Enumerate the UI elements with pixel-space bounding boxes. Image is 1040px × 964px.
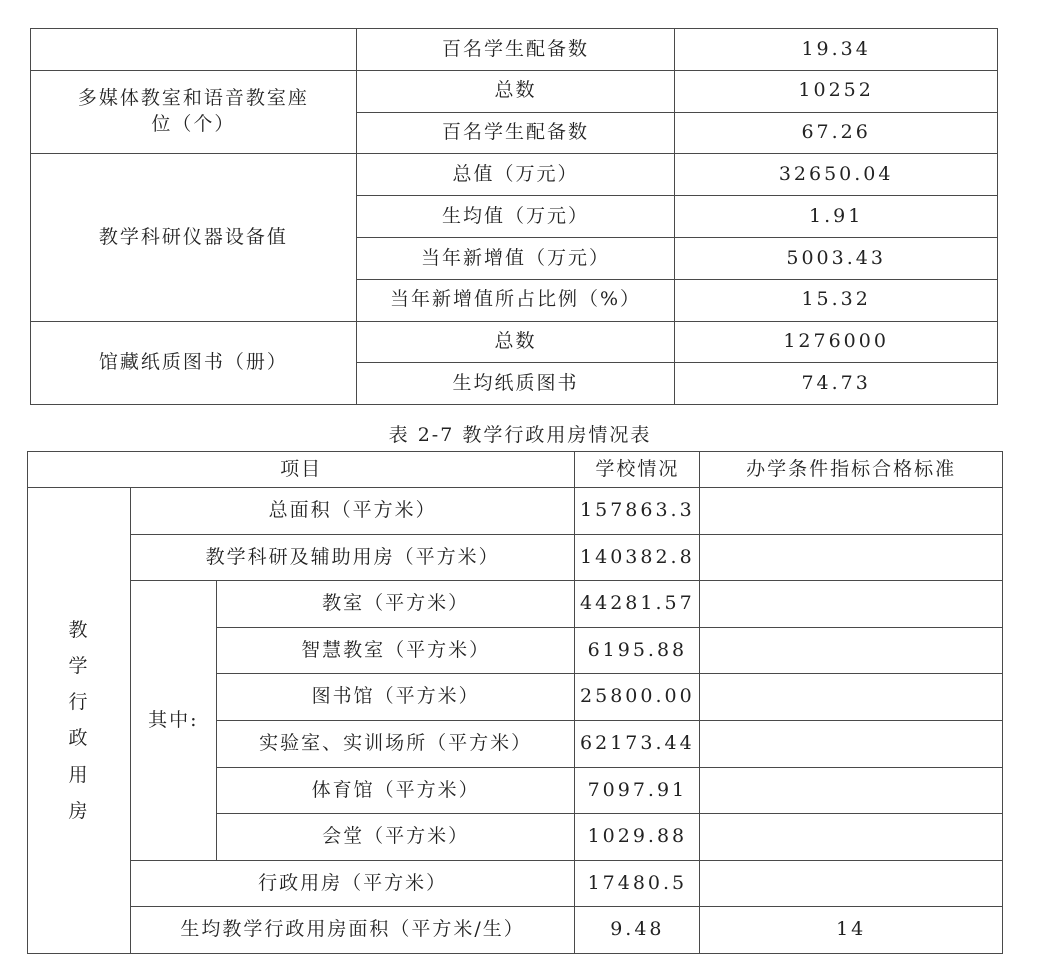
table-row [31,154,998,196]
standard-cell [700,488,1003,535]
school-cell: 157863.3 [575,488,700,535]
item-cell: 当年新增值（万元） [356,237,675,279]
school-cell: 44281.57 [575,581,700,628]
school-cell: 9.48 [575,907,700,954]
value-cell: 5003.43 [675,237,998,279]
value-cell: 15.32 [675,279,998,321]
standard-cell [700,860,1003,907]
school-cell: 17480.5 [575,860,700,907]
school-cell: 6195.88 [575,627,700,674]
item-cell: 体育馆（平方米） [216,767,575,814]
school-cell: 1029.88 [575,814,700,861]
item-cell: 总面积（平方米） [130,488,574,535]
standard-cell [700,814,1003,861]
sub-label: 其中: [130,581,216,861]
value-cell: 1.91 [675,196,998,238]
item-cell: 图书馆（平方米） [216,674,575,721]
item-cell: 生均值（万元） [356,196,675,238]
standard-cell: 14 [700,907,1003,954]
item-cell: 行政用房（平方米） [130,860,574,907]
equipment-table [30,28,998,405]
standard-cell [700,674,1003,721]
standard-cell [700,627,1003,674]
table-caption: 表 2-7 教学行政用房情况表 [388,424,652,446]
table-row [28,907,1003,954]
header-item: 项目 [28,452,575,488]
category-cell: 多媒体教室和语音教室座位（个） [31,70,357,154]
item-cell: 教室（平方米） [216,581,575,628]
header-standard: 办学条件指标合格标准 [700,452,1003,488]
item-cell: 生均纸质图书 [356,363,675,405]
item-cell: 教学科研及辅助用房（平方米） [130,534,574,581]
table-row [28,860,1003,907]
value-cell: 67.26 [675,112,998,154]
item-cell: 智慧教室（平方米） [216,627,575,674]
table-row [31,29,998,71]
value-cell: 74.73 [675,363,998,405]
item-cell: 总值（万元） [356,154,675,196]
value-cell: 19.34 [675,29,998,71]
item-cell: 当年新增值所占比例（%） [356,279,675,321]
standard-cell [700,581,1003,628]
item-cell: 实验室、实训场所（平方米） [216,720,575,767]
standard-cell [700,720,1003,767]
standard-cell [700,534,1003,581]
item-cell: 百名学生配备数 [356,112,675,154]
group-label: 教学行政用房 [28,488,131,954]
table-row [31,70,998,112]
category-cell: 馆藏纸质图书（册） [31,321,357,405]
table-row [28,534,1003,581]
item-cell: 总数 [356,70,675,112]
value-cell: 1276000 [675,321,998,363]
school-cell: 62173.44 [575,720,700,767]
school-cell: 7097.91 [575,767,700,814]
table-row [31,321,998,363]
value-cell: 32650.04 [675,154,998,196]
category-cell [31,29,357,71]
value-cell: 10252 [675,70,998,112]
table-row [28,581,1003,628]
table-header-row [28,452,1003,488]
standard-cell [700,767,1003,814]
category-cell: 教学科研仪器设备值 [31,154,357,321]
table-row [28,488,1003,535]
item-cell: 生均教学行政用房面积（平方米/生） [130,907,574,954]
school-cell: 25800.00 [575,674,700,721]
item-cell: 会堂（平方米） [216,814,575,861]
building-area-table [27,451,1003,954]
item-cell: 百名学生配备数 [356,29,675,71]
school-cell: 140382.8 [575,534,700,581]
item-cell: 总数 [356,321,675,363]
header-school: 学校情况 [575,452,700,488]
